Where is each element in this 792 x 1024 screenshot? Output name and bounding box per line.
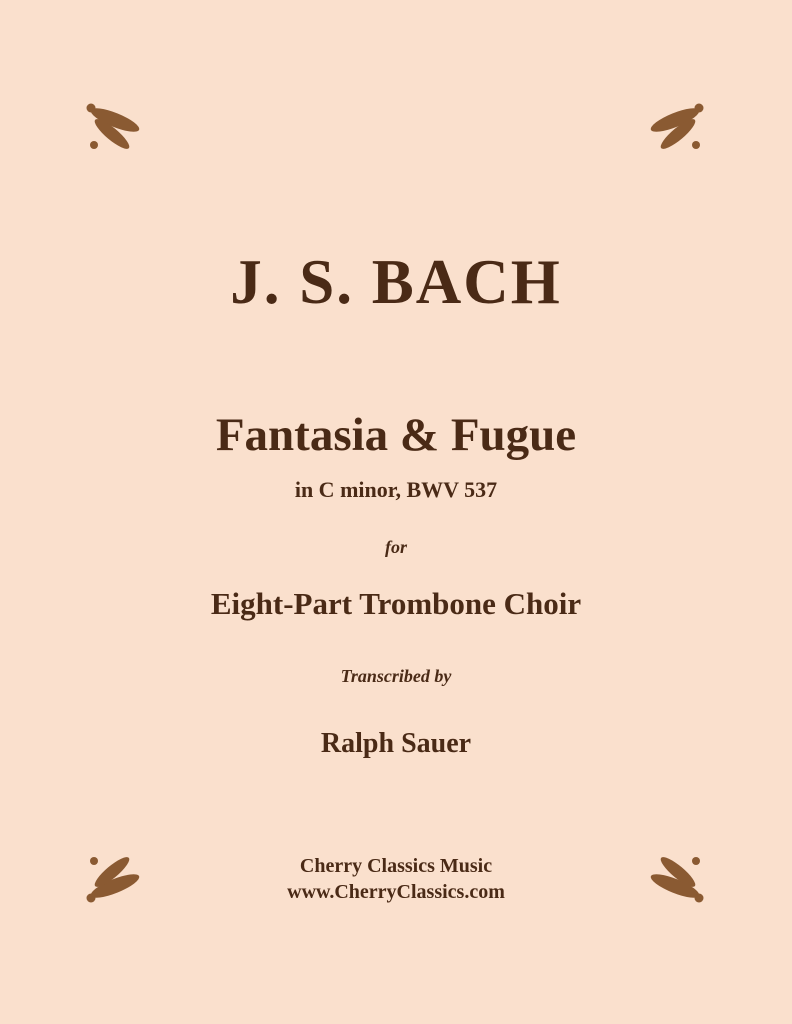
instrumentation: Eight-Part Trombone Choir	[210, 586, 582, 621]
transcribed-by-label: Transcribed by	[340, 666, 452, 686]
composer-name: J. S. BACH	[230, 247, 562, 317]
arranger-name: Ralph Sauer	[320, 728, 472, 759]
cover-text-block	[100, 0, 692, 1024]
publisher-website: www.CherryClassics.com	[287, 881, 505, 903]
for-label: for	[385, 537, 407, 557]
work-subtitle: in C minor, BWV 537	[294, 477, 498, 502]
publisher-name: Cherry Classics Music	[299, 855, 493, 877]
work-title: Fantasia & Fugue	[215, 409, 577, 461]
